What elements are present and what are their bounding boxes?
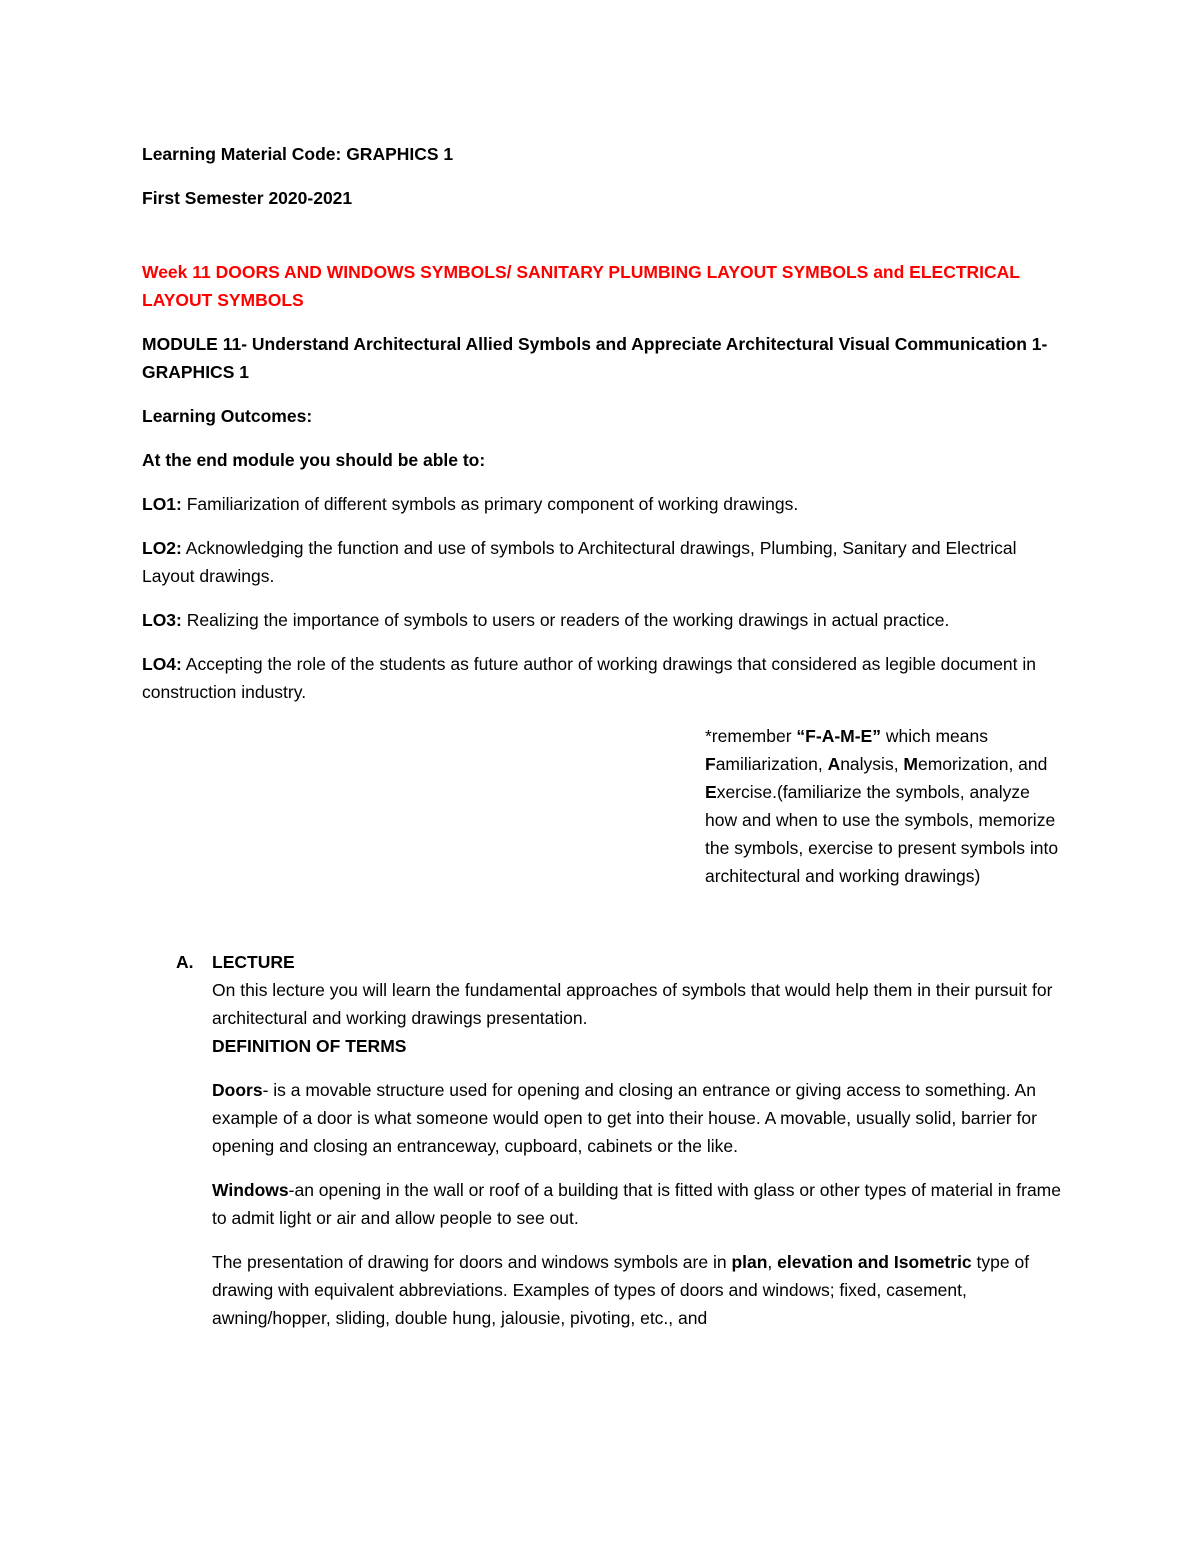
presentation-comma: , — [767, 1252, 778, 1272]
fame-e-rest: xercise. — [716, 782, 777, 802]
learning-outcome-4 — [142, 650, 1062, 706]
fame-m-rest: emorization, and — [918, 754, 1048, 774]
learning-outcomes-heading: Learning Outcomes: — [142, 406, 313, 426]
lo-text: Accepting the role of the students as future author of working drawings that considered as legible document in construction industry. — [142, 654, 1036, 702]
doors-text: - is a movable structure used for opening and closing an entrance or giving access to something. An example of a door is what someone would open to get into their house. A movable, usually solid, barrier for opening and closing an entranceway, cupboard, cabinets or the like. — [212, 1080, 1037, 1156]
fame-f-rest: amiliarization, — [715, 754, 828, 774]
fame-prefix: *remember — [705, 726, 797, 746]
doors-definition — [212, 1076, 1062, 1160]
fame-note — [705, 722, 1065, 890]
lecture-intro: On this lecture you will learn the fundamental approaches of symbols that would help them in their pursuit for architectural and working drawings presentation. — [212, 980, 1053, 1028]
semester-label: First Semester 2020-2021 — [142, 188, 353, 208]
doors-term: Doors — [212, 1080, 263, 1100]
lecture-heading: LECTURE — [212, 952, 295, 972]
lo-code: LO3: — [142, 610, 182, 630]
fame-letter-f: F — [705, 754, 716, 774]
lecture-section — [142, 948, 1062, 1332]
fame-a-rest: nalysis, — [840, 754, 904, 774]
fame-letter-e: E — [705, 782, 717, 802]
week-title: Week 11 DOORS AND WINDOWS SYMBOLS/ SANITARY PLUMBING LAYOUT SYMBOLS and ELECTRICAL LAYOUT SYMBOLS — [142, 262, 1020, 310]
fame-tail: (familiarize the symbols, analyze how and when to use the symbols, memorize the symbols, exercise to present symbols into architectural and working drawings) — [705, 782, 1059, 886]
fame-letter-m: M — [903, 754, 918, 774]
learning-outcome-1 — [142, 490, 1062, 518]
fame-mid: which means — [880, 726, 988, 746]
fame-letter-a: A — [827, 754, 841, 774]
windows-definition — [212, 1176, 1062, 1232]
module-title: MODULE 11- Understand Architectural Allied Symbols and Appreciate Architectural Visual Communication 1- GRAPHICS 1 — [142, 334, 1048, 382]
presentation-text-c: type of drawing with equivalent abbreviations. Examples of types of doors and windows; fixed, casement, awning/hopper, sliding, double hung, jalousie, pivoting, etc., and — [212, 1252, 1030, 1328]
definition-heading: DEFINITION OF TERMS — [212, 1036, 407, 1056]
list-marker: A. — [176, 952, 194, 972]
page-content — [142, 140, 1062, 1348]
windows-term: Windows — [212, 1180, 289, 1200]
presentation-text-a: The presentation of drawing for doors and windows symbols are in — [212, 1252, 732, 1272]
presentation-paragraph — [212, 1248, 1062, 1332]
learning-outcome-3 — [142, 606, 1062, 634]
presentation-elevation-isometric: elevation and Isometric — [777, 1252, 972, 1272]
lo-code: LO2: — [142, 538, 182, 558]
lo-text: Realizing the importance of symbols to users or readers of the working drawings in actual practice. — [181, 610, 950, 630]
lo-text: Familiarization of different symbols as primary component of working drawings. — [181, 494, 799, 514]
outcomes-intro: At the end module you should be able to: — [142, 450, 486, 470]
learning-outcome-2 — [142, 534, 1062, 590]
lo-text: Acknowledging the function and use of symbols to Architectural drawings, Plumbing, Sanitary and Electrical Layout drawings. — [142, 538, 1017, 586]
lo-code: LO4: — [142, 654, 182, 674]
learning-material-code: Learning Material Code: GRAPHICS 1 — [142, 144, 454, 164]
windows-text: -an opening in the wall or roof of a building that is fitted with glass or other types of material in frame to admit light or air and allow people to see out. — [212, 1180, 1061, 1228]
presentation-plan: plan — [731, 1252, 768, 1272]
lo-code: LO1: — [142, 494, 182, 514]
fame-acronym: “F-A-M-E” — [796, 726, 881, 746]
